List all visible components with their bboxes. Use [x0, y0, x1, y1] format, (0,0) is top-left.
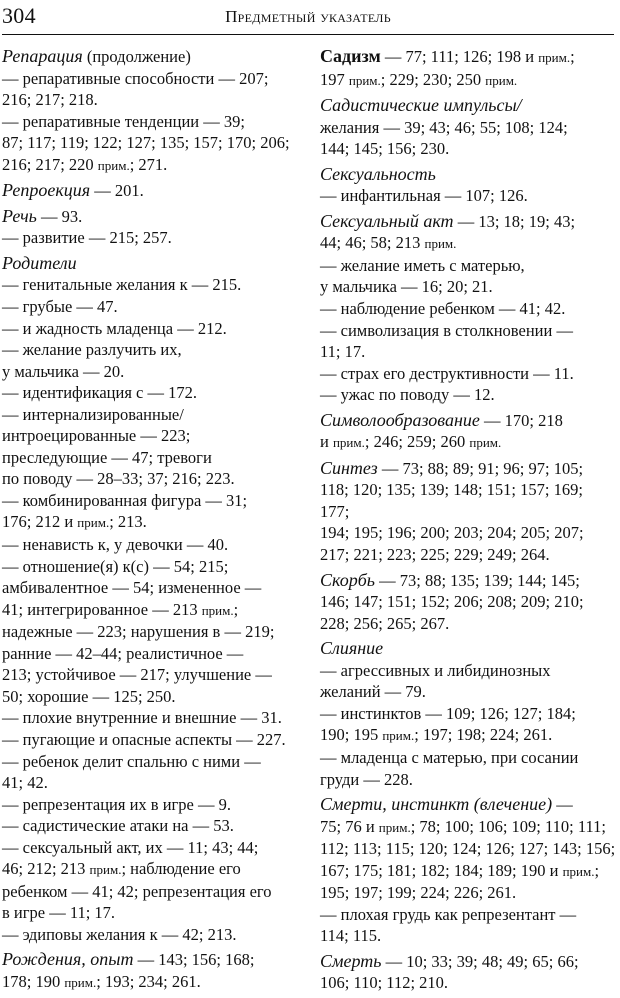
- index-term: Садизм: [320, 46, 381, 66]
- index-entry: [2, 206, 302, 249]
- index-line: 50; хорошие — 125; 250.: [2, 686, 176, 706]
- index-line: преследующие — 47; тревоги: [2, 447, 212, 467]
- index-line: у мальчика — 20.: [2, 361, 125, 381]
- index-term: Слияние: [320, 638, 384, 659]
- index-term: Скорбь: [320, 569, 375, 590]
- index-entry: [320, 46, 616, 91]
- index-line: — отношение(я) к(с) — 54; 215;: [2, 556, 229, 576]
- index-line: 41; 42.: [2, 773, 48, 793]
- entry-heading-line: [320, 410, 616, 432]
- index-term: Родители: [2, 252, 77, 273]
- index-line: в игре — 11; 17.: [2, 903, 116, 923]
- entry-heading-line: [320, 638, 616, 660]
- index-line: — инстинктов — 109; 126; 127; 184;: [320, 703, 576, 723]
- index-line: — страх его деструктивности — 11.: [320, 363, 574, 383]
- index-term: Смерти, инстинкт (влечение): [320, 794, 553, 815]
- index-line: 213; устойчивое — 217; улучшение —: [2, 665, 272, 685]
- index-term-pages: — 201.: [90, 181, 144, 201]
- note-abbrev: прим.: [332, 435, 365, 451]
- index-term-pages: — 73; 88; 135; 139; 144; 145;: [374, 570, 580, 590]
- index-column-left: [2, 46, 302, 998]
- index-line: — садистические атаки на — 53.: [2, 816, 234, 836]
- index-entry: [2, 180, 302, 202]
- index-term: Репарация: [2, 46, 83, 66]
- index-line: 144; 145; 156; 230.: [320, 139, 450, 159]
- note-abbrev: прим.: [201, 602, 234, 618]
- index-line: и прим.; 246; 259; 260 прим.: [320, 432, 502, 452]
- entry-heading-line: [2, 253, 302, 275]
- index-line: 216; 217; 220 прим.; 271.: [2, 154, 168, 174]
- index-entry: [320, 951, 616, 994]
- index-line: — грубые — 47.: [2, 297, 118, 317]
- index-line: 87; 117; 119; 122; 127; 135; 157; 170; 206;: [2, 133, 290, 153]
- index-entry: [320, 638, 616, 790]
- entry-heading-line: [320, 570, 616, 592]
- index-line: — ненависть к, у девочки — 40.: [2, 535, 229, 555]
- index-entry: [320, 410, 616, 454]
- index-term-pages: — 93.: [36, 206, 83, 226]
- index-term: Сексуальность: [320, 163, 436, 184]
- note-abbrev: прим.: [538, 50, 571, 65]
- index-term-pages: — 10; 33; 39; 48; 49; 65; 66;: [381, 951, 579, 971]
- index-line: — символизация в столкновении —: [320, 320, 573, 340]
- index-line: — желание иметь с матерью,: [320, 255, 525, 275]
- index-entry: [320, 458, 616, 566]
- index-term: Рождения, опыт: [2, 949, 134, 970]
- index-entry: [320, 211, 616, 406]
- index-entry: [2, 46, 302, 176]
- index-term: Репроекция: [2, 180, 91, 201]
- index-term: Смерть: [320, 950, 382, 971]
- index-column-right: [320, 46, 616, 998]
- index-line: — эдиповы желания к — 42; 213.: [2, 924, 237, 944]
- index-line: — репаративные способности — 207;: [2, 68, 269, 88]
- index-term-pages: — 143; 156; 168;: [133, 950, 255, 970]
- page-header: [2, 0, 614, 35]
- index-line: 178; 190 прим.; 193; 234; 261.: [2, 971, 201, 991]
- index-line: 118; 120; 135; 139; 148; 151; 157; 169; 177;: [320, 480, 583, 521]
- index-term-pages: — 13; 18; 19; 43;: [453, 211, 576, 231]
- index-line: — плохие внутренние и внешние — 31.: [2, 708, 282, 728]
- index-line: 194; 195; 196; 200; 203; 204; 205; 207;: [320, 523, 584, 543]
- index-entry: [320, 570, 616, 635]
- index-line: 106; 110; 112; 210.: [320, 973, 449, 993]
- index-line: 176; 212 и прим.; 213.: [2, 512, 147, 532]
- index-line: 167; 175; 181; 182; 184; 189; 190 и прим.;: [320, 860, 600, 880]
- index-line: — младенца с матерью, при сосании: [320, 747, 579, 767]
- index-entry: [2, 949, 302, 993]
- index-line: 75; 76 и прим.; 78; 100; 106; 109; 110; 111;: [320, 816, 606, 836]
- index-entry: [2, 253, 302, 946]
- note-abbrev: прим.: [424, 236, 457, 252]
- index-line: 190; 195 прим.; 197; 198; 224; 261.: [320, 725, 553, 745]
- entry-heading-line: [2, 206, 302, 228]
- index-term: Речь: [2, 205, 37, 226]
- index-line: желания — 39; 43; 46; 55; 108; 124;: [320, 117, 568, 137]
- index-line: 197 прим.; 229; 230; 250 прим.: [320, 69, 518, 89]
- index-term-pages: — 77; 111; 126; 198 и прим.;: [380, 47, 575, 66]
- index-line: — инфантильная — 107; 126.: [320, 186, 528, 206]
- entry-heading-line: [2, 949, 302, 971]
- index-line: — идентификация с — 172.: [2, 383, 197, 403]
- index-line: — репаративные тенденции — 39;: [2, 111, 245, 131]
- index-line: надежные — 223; нарушения в — 219;: [2, 622, 275, 642]
- index-line: амбивалентное — 54; измененное —: [2, 578, 262, 598]
- index-line: желаний — 79.: [320, 682, 426, 702]
- note-abbrev: прим.: [485, 72, 518, 88]
- index-line: — пугающие и опасные аспекты — 227.: [2, 729, 286, 749]
- index-line: 112; 113; 115; 120; 124; 126; 127; 143; 156;: [320, 839, 616, 859]
- index-line: — и жадность младенца — 212.: [2, 318, 227, 338]
- index-line: — генитальные желания к — 215.: [2, 275, 242, 295]
- note-abbrev: прим.: [77, 515, 110, 531]
- index-line: 216; 217; 218.: [2, 90, 98, 110]
- index-line: ребенком — 41; 42; репрезентация его: [2, 881, 272, 901]
- note-abbrev: прим.: [562, 863, 595, 879]
- index-line: груди — 228.: [320, 769, 413, 789]
- entry-heading-line: [2, 180, 302, 202]
- index-term: Садистические импульсы/: [320, 95, 522, 116]
- index-term-pages: — 73; 88; 89; 91; 96; 97; 105;: [377, 458, 584, 478]
- index-term-pages: (продолжение): [82, 47, 191, 66]
- entry-heading-line: [320, 951, 616, 973]
- index-line: 146; 147; 151; 152; 206; 208; 209; 210;: [320, 592, 584, 612]
- note-abbrev: прим.: [382, 728, 415, 744]
- index-line: 217; 221; 223; 225; 229; 249; 264.: [320, 545, 550, 565]
- entry-heading-line: [2, 46, 302, 68]
- entry-heading-line: [320, 211, 616, 233]
- note-abbrev: прим.: [89, 862, 122, 878]
- entry-heading-line: [320, 164, 616, 186]
- index-line: ранние — 42–44; реалистичное —: [2, 643, 244, 663]
- index-term-pages: —: [552, 795, 573, 815]
- index-line: 46; 212; 213 прим.; наблюдение его: [2, 859, 241, 879]
- note-abbrev: прим.: [469, 435, 502, 451]
- note-abbrev: прим.: [64, 974, 97, 990]
- index-line: интроецированные — 223;: [2, 426, 191, 446]
- index-line: 44; 46; 58; 213 прим.: [320, 233, 457, 253]
- index-entry: [320, 164, 616, 207]
- entry-heading-line: [320, 458, 616, 480]
- index-line: по поводу — 28–33; 37; 216; 223.: [2, 469, 235, 489]
- index-line: — ребенок делит спальню с ними —: [2, 751, 261, 771]
- index-line: — наблюдение ребенком — 41; 42.: [320, 299, 566, 319]
- index-term: Символообразование: [320, 409, 480, 430]
- index-line: — развитие — 215; 257.: [2, 228, 172, 248]
- index-term: Сексуальный акт: [320, 210, 454, 231]
- index-term: Синтез: [320, 457, 378, 478]
- index-line: — репрезентация их в игре — 9.: [2, 794, 232, 814]
- index-line: 41; интегрированное — 213 прим.;: [2, 599, 239, 619]
- index-line: — агрессивных и либидинозных: [320, 660, 551, 680]
- note-abbrev: прим.: [97, 157, 130, 173]
- index-line: у мальчика — 16; 20; 21.: [320, 277, 493, 297]
- index-line: — желание разлучить их,: [2, 340, 182, 360]
- index-entry: [320, 95, 616, 160]
- index-entry: [320, 794, 616, 947]
- page-number: 304: [2, 3, 36, 28]
- index-line: 11; 17.: [320, 342, 366, 362]
- index-line: — комбинированная фигура — 31;: [2, 490, 248, 510]
- entry-heading-line: [320, 46, 616, 69]
- index-line: — интернализированные/: [2, 404, 184, 424]
- entry-heading-line: [320, 794, 616, 816]
- note-abbrev: прим.: [378, 819, 411, 835]
- index-line: — сексуальный акт, их — 11; 43; 44;: [2, 837, 259, 857]
- index-line: 195; 197; 199; 224; 226; 261.: [320, 883, 517, 903]
- running-title: Предметный указатель: [225, 7, 391, 26]
- note-abbrev: прим.: [348, 72, 381, 88]
- index-line: — плохая грудь как репрезентант —: [320, 904, 577, 924]
- index-term-pages: — 170; 218: [479, 410, 563, 430]
- index-line: — ужас по поводу — 12.: [320, 385, 495, 405]
- index-line: 114; 115.: [320, 926, 382, 946]
- entry-heading-line: [320, 95, 616, 117]
- index-line: 228; 256; 265; 267.: [320, 613, 450, 633]
